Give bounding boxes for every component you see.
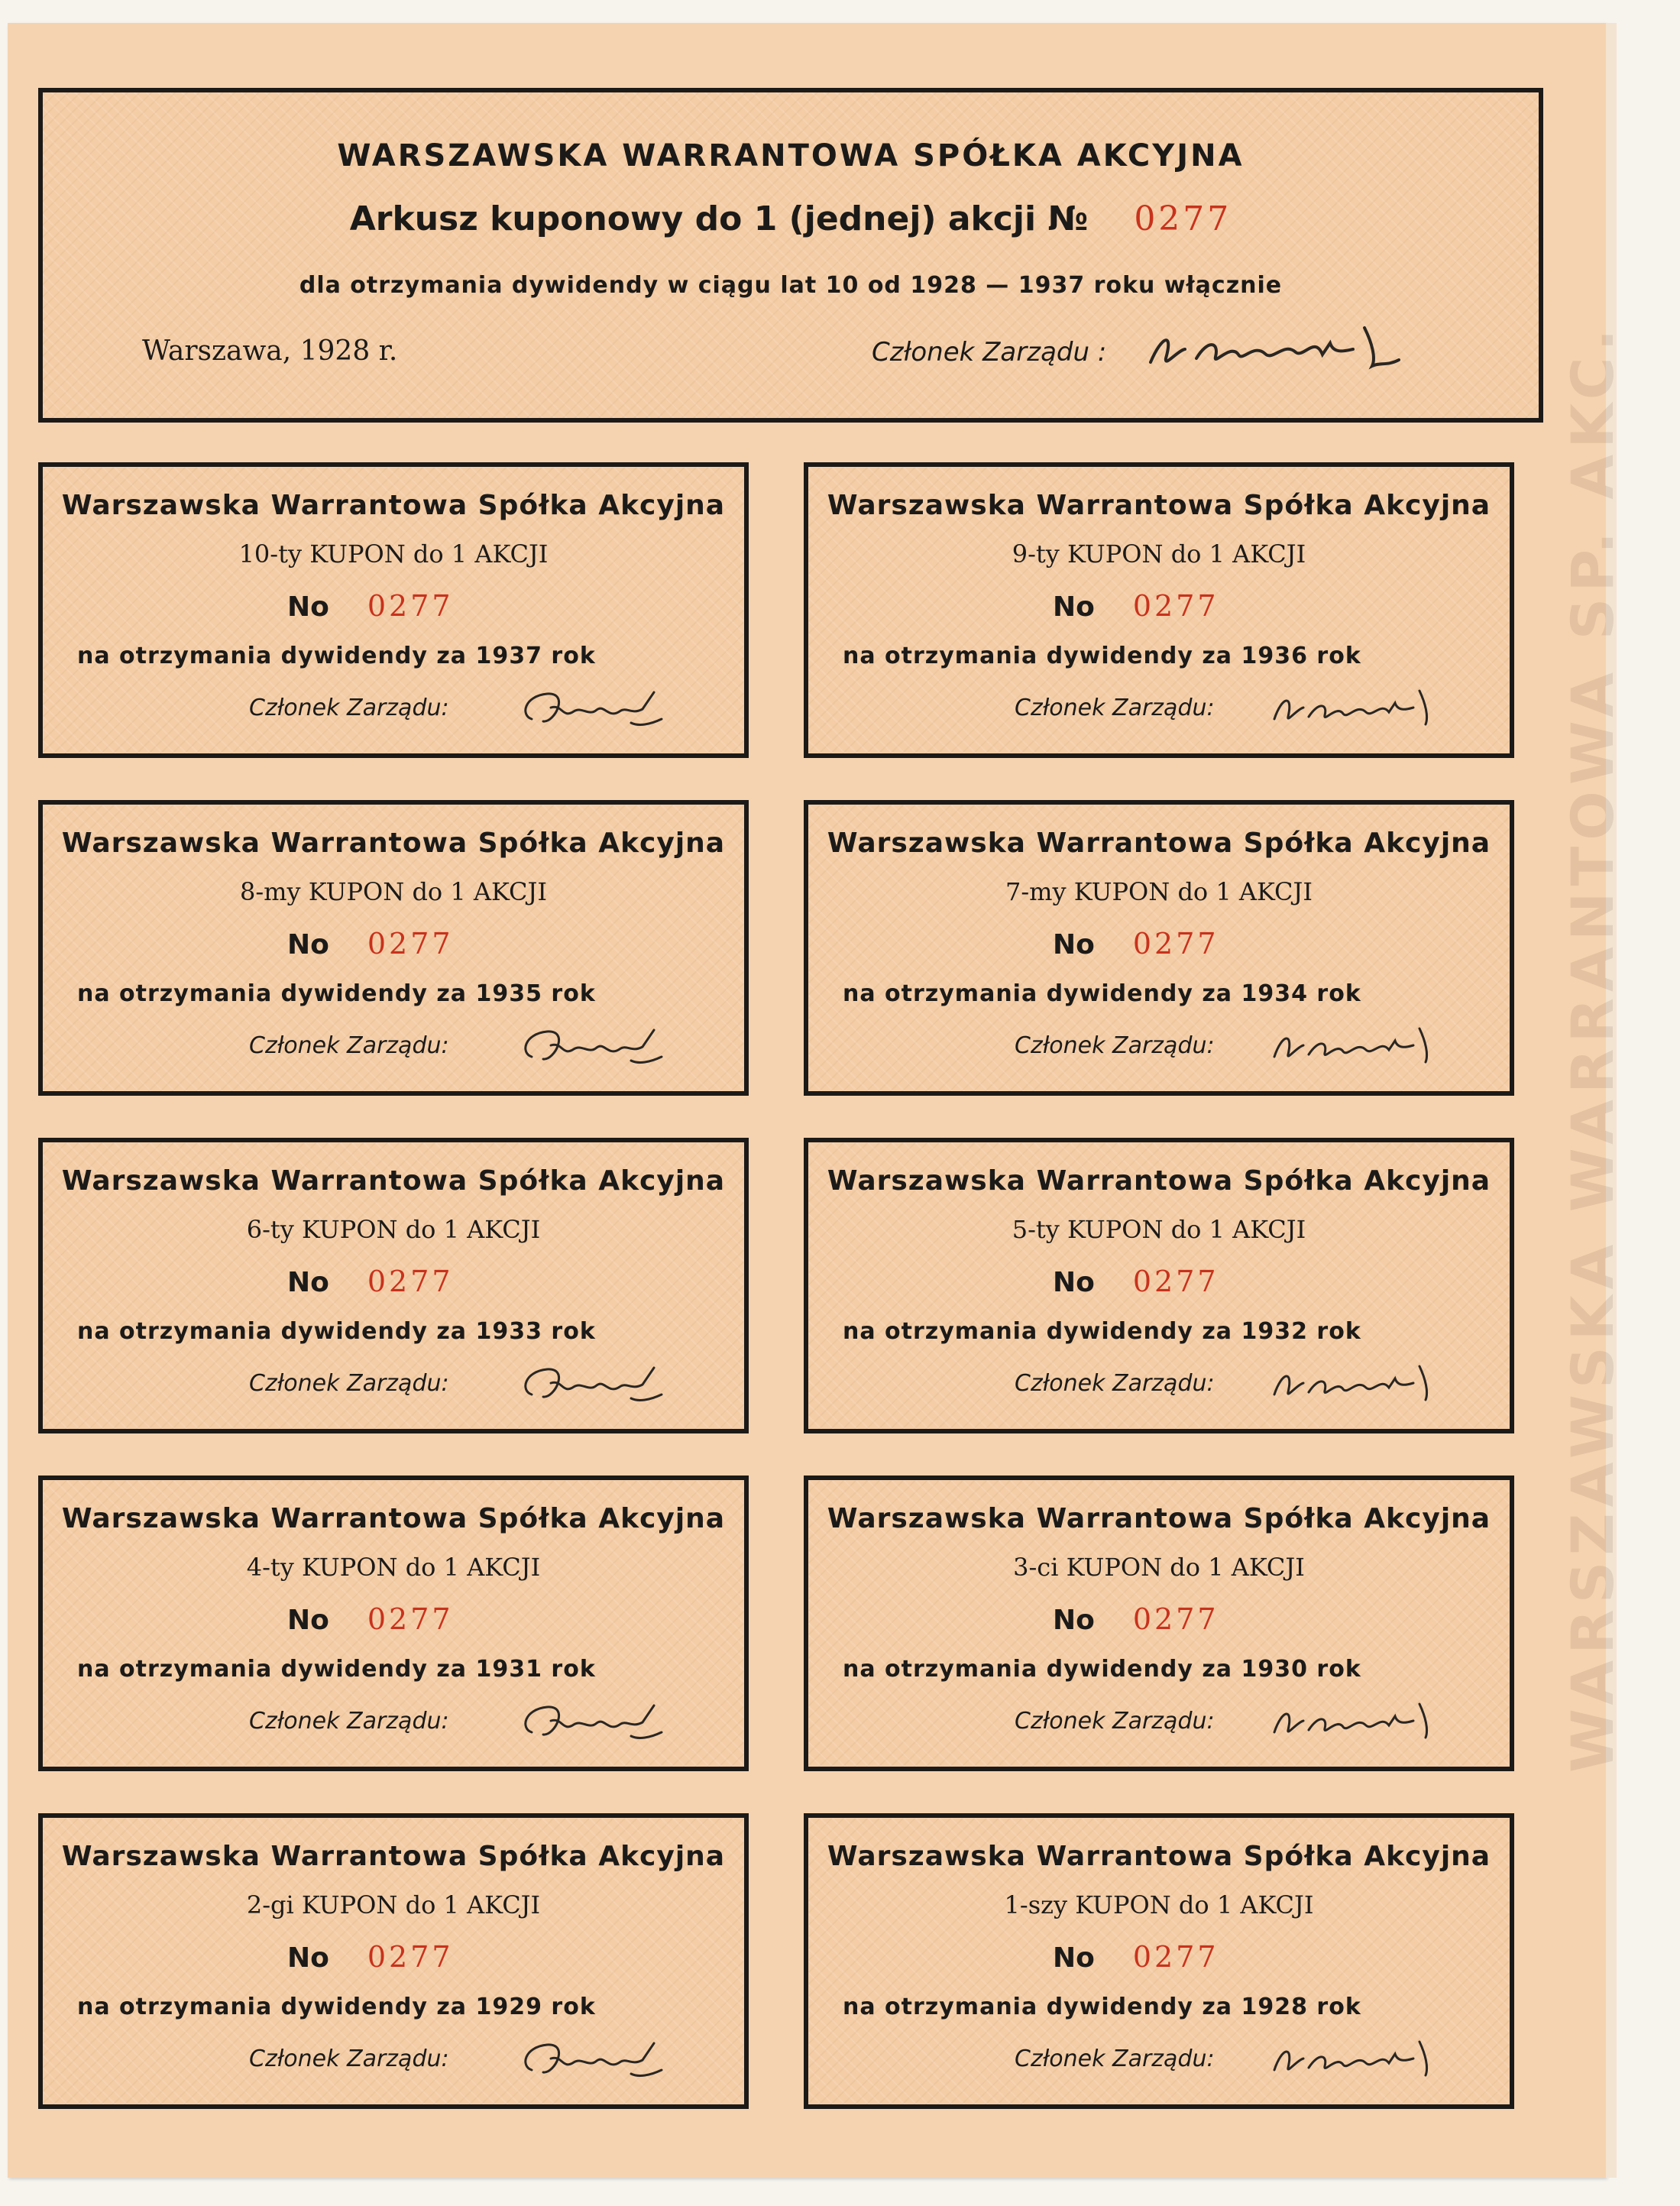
coupon-4 (38, 1476, 749, 1771)
coupon-company: Warszawska Warrantowa Spółka Akcyjna (61, 1841, 726, 1872)
signature-icon (516, 2036, 669, 2081)
coupon-purpose: na otrzymania dywidendy za 1929 rok (77, 1994, 596, 2020)
coupon-number: 0277 (367, 589, 454, 623)
coupon-purpose: na otrzymania dywidendy za 1931 rok (77, 1656, 596, 1683)
coupon-5 (804, 1138, 1514, 1433)
coupon-title: 1-szy KUPON do 1 AKCJI (1004, 1890, 1314, 1919)
coupon-3 (804, 1476, 1514, 1771)
coupon-no-label: No (287, 1605, 329, 1636)
coupon-number: 0277 (1132, 1602, 1219, 1636)
signature-icon (516, 1022, 669, 1068)
coupon-company: Warszawska Warrantowa Spółka Akcyjna (827, 1503, 1491, 1534)
coupon-no-label: No (287, 1942, 329, 1974)
coupon-title: 9-ty KUPON do 1 AKCJI (1012, 539, 1306, 569)
coupon-purpose: na otrzymania dywidendy za 1930 rok (843, 1656, 1361, 1683)
header-box (38, 88, 1543, 423)
coupon-title: 8-my KUPON do 1 AKCJI (240, 877, 547, 906)
header-share-number: 0277 (1134, 199, 1232, 238)
coupon-purpose: na otrzymania dywidendy za 1933 rok (77, 1318, 596, 1345)
coupon-no-label: No (287, 929, 329, 960)
signature-icon (1267, 1022, 1435, 1068)
coupon-number: 0277 (367, 1265, 454, 1298)
coupon-8 (38, 800, 749, 1096)
coupon-number: 0277 (1132, 1940, 1219, 1974)
header-company: WARSZAWSKA WARRANTOWA SPÓŁKA AKCYJNA (337, 138, 1245, 173)
coupon-number: 0277 (1132, 927, 1219, 960)
coupon-number-line (287, 1265, 454, 1298)
coupon-number: 0277 (367, 1602, 454, 1636)
coupon-number: 0277 (367, 1940, 454, 1974)
coupon-no-label: No (1053, 1942, 1095, 1974)
coupon-member-label: Członek Zarządu: (1015, 1370, 1215, 1397)
header-sheet-label: Arkusz kuponowy do 1 (jednej) akcji № (349, 199, 1089, 238)
coupon-member-label: Członek Zarządu: (249, 1708, 449, 1735)
coupon-no-label: No (287, 591, 329, 623)
coupon-title: 7-my KUPON do 1 AKCJI (1005, 877, 1313, 906)
coupon-no-label: No (287, 1267, 329, 1298)
coupon-no-label: No (1053, 1605, 1095, 1636)
coupon-company: Warszawska Warrantowa Spółka Akcyjna (827, 828, 1491, 859)
signature-icon (1267, 1698, 1435, 1744)
coupon-10 (38, 462, 749, 758)
coupon-member-label: Członek Zarządu: (1015, 1032, 1215, 1059)
coupon-member-label: Członek Zarządu: (249, 1032, 449, 1059)
signature-icon (516, 1698, 669, 1744)
coupon-purpose: na otrzymania dywidendy za 1932 rok (843, 1318, 1361, 1345)
coupon-company: Warszawska Warrantowa Spółka Akcyjna (61, 1165, 726, 1197)
coupon-6 (38, 1138, 749, 1433)
signature-icon (1143, 320, 1403, 381)
ghost-watermark-text: WARSZAWSKA WARRANTOWA SP. AKC. (1559, 322, 1627, 1773)
coupon-number-line (1053, 589, 1219, 623)
coupon-company: Warszawska Warrantowa Spółka Akcyjna (61, 1503, 726, 1534)
signature-icon (1267, 685, 1435, 730)
coupon-1 (804, 1813, 1514, 2109)
header-place-date: Warszawa, 1928 r. (142, 335, 398, 367)
coupon-9 (804, 462, 1514, 758)
coupon-number-line (1053, 1602, 1219, 1636)
coupon-company: Warszawska Warrantowa Spółka Akcyjna (827, 1841, 1491, 1872)
coupon-company: Warszawska Warrantowa Spółka Akcyjna (827, 490, 1491, 521)
coupon-title: 10-ty KUPON do 1 AKCJI (238, 539, 549, 569)
signature-icon (516, 685, 669, 730)
coupon-title: 2-gi KUPON do 1 AKCJI (246, 1890, 541, 1919)
coupon-title: 6-ty KUPON do 1 AKCJI (246, 1215, 541, 1244)
coupon-2 (38, 1813, 749, 2109)
coupon-member-label: Członek Zarządu: (1015, 695, 1215, 721)
coupon-no-label: No (1053, 929, 1095, 960)
header-purpose: dla otrzymania dywidendy w ciągu lat 10 od 1928 — 1937 roku włącznie (299, 272, 1283, 299)
coupon-member-label: Członek Zarządu: (249, 695, 449, 721)
coupon-purpose: na otrzymania dywidendy za 1935 rok (77, 980, 596, 1007)
signature-icon (1267, 2036, 1435, 2081)
coupon-member-label: Członek Zarządu: (249, 2046, 449, 2072)
coupon-number-line (287, 1940, 454, 1974)
coupon-member-label: Członek Zarządu: (1015, 2046, 1215, 2072)
coupon-number-line (287, 589, 454, 623)
coupon-purpose: na otrzymania dywidendy za 1934 rok (843, 980, 1361, 1007)
coupon-company: Warszawska Warrantowa Spółka Akcyjna (61, 828, 726, 859)
coupon-number: 0277 (1132, 1265, 1219, 1298)
coupon-purpose: na otrzymania dywidendy za 1936 rok (843, 643, 1361, 669)
coupon-number-line (1053, 927, 1219, 960)
coupon-company: Warszawska Warrantowa Spółka Akcyjna (827, 1165, 1491, 1197)
coupon-number: 0277 (1132, 589, 1219, 623)
signature-icon (516, 1360, 669, 1406)
coupon-member-label: Członek Zarządu: (1015, 1708, 1215, 1735)
coupon-title: 5-ty KUPON do 1 AKCJI (1012, 1215, 1306, 1244)
coupon-7 (804, 800, 1514, 1096)
coupon-no-label: No (1053, 1267, 1095, 1298)
coupon-company: Warszawska Warrantowa Spółka Akcyjna (61, 490, 726, 521)
coupon-purpose: na otrzymania dywidendy za 1928 rok (843, 1994, 1361, 2020)
header-sheet-title (43, 199, 1539, 238)
coupon-title: 3-ci KUPON do 1 AKCJI (1013, 1553, 1305, 1582)
coupon-number-line (287, 1602, 454, 1636)
coupon-number-line (287, 927, 454, 960)
signature-icon (1267, 1360, 1435, 1406)
header-member-label: Członek Zarządu : (872, 337, 1107, 368)
coupon-purpose: na otrzymania dywidendy za 1937 rok (77, 643, 596, 669)
coupon-title: 4-ty KUPON do 1 AKCJI (246, 1553, 541, 1582)
coupon-number: 0277 (367, 927, 454, 960)
coupon-no-label: No (1053, 591, 1095, 623)
coupon-number-line (1053, 1940, 1219, 1974)
coupon-number-line (1053, 1265, 1219, 1298)
coupon-member-label: Członek Zarządu: (249, 1370, 449, 1397)
